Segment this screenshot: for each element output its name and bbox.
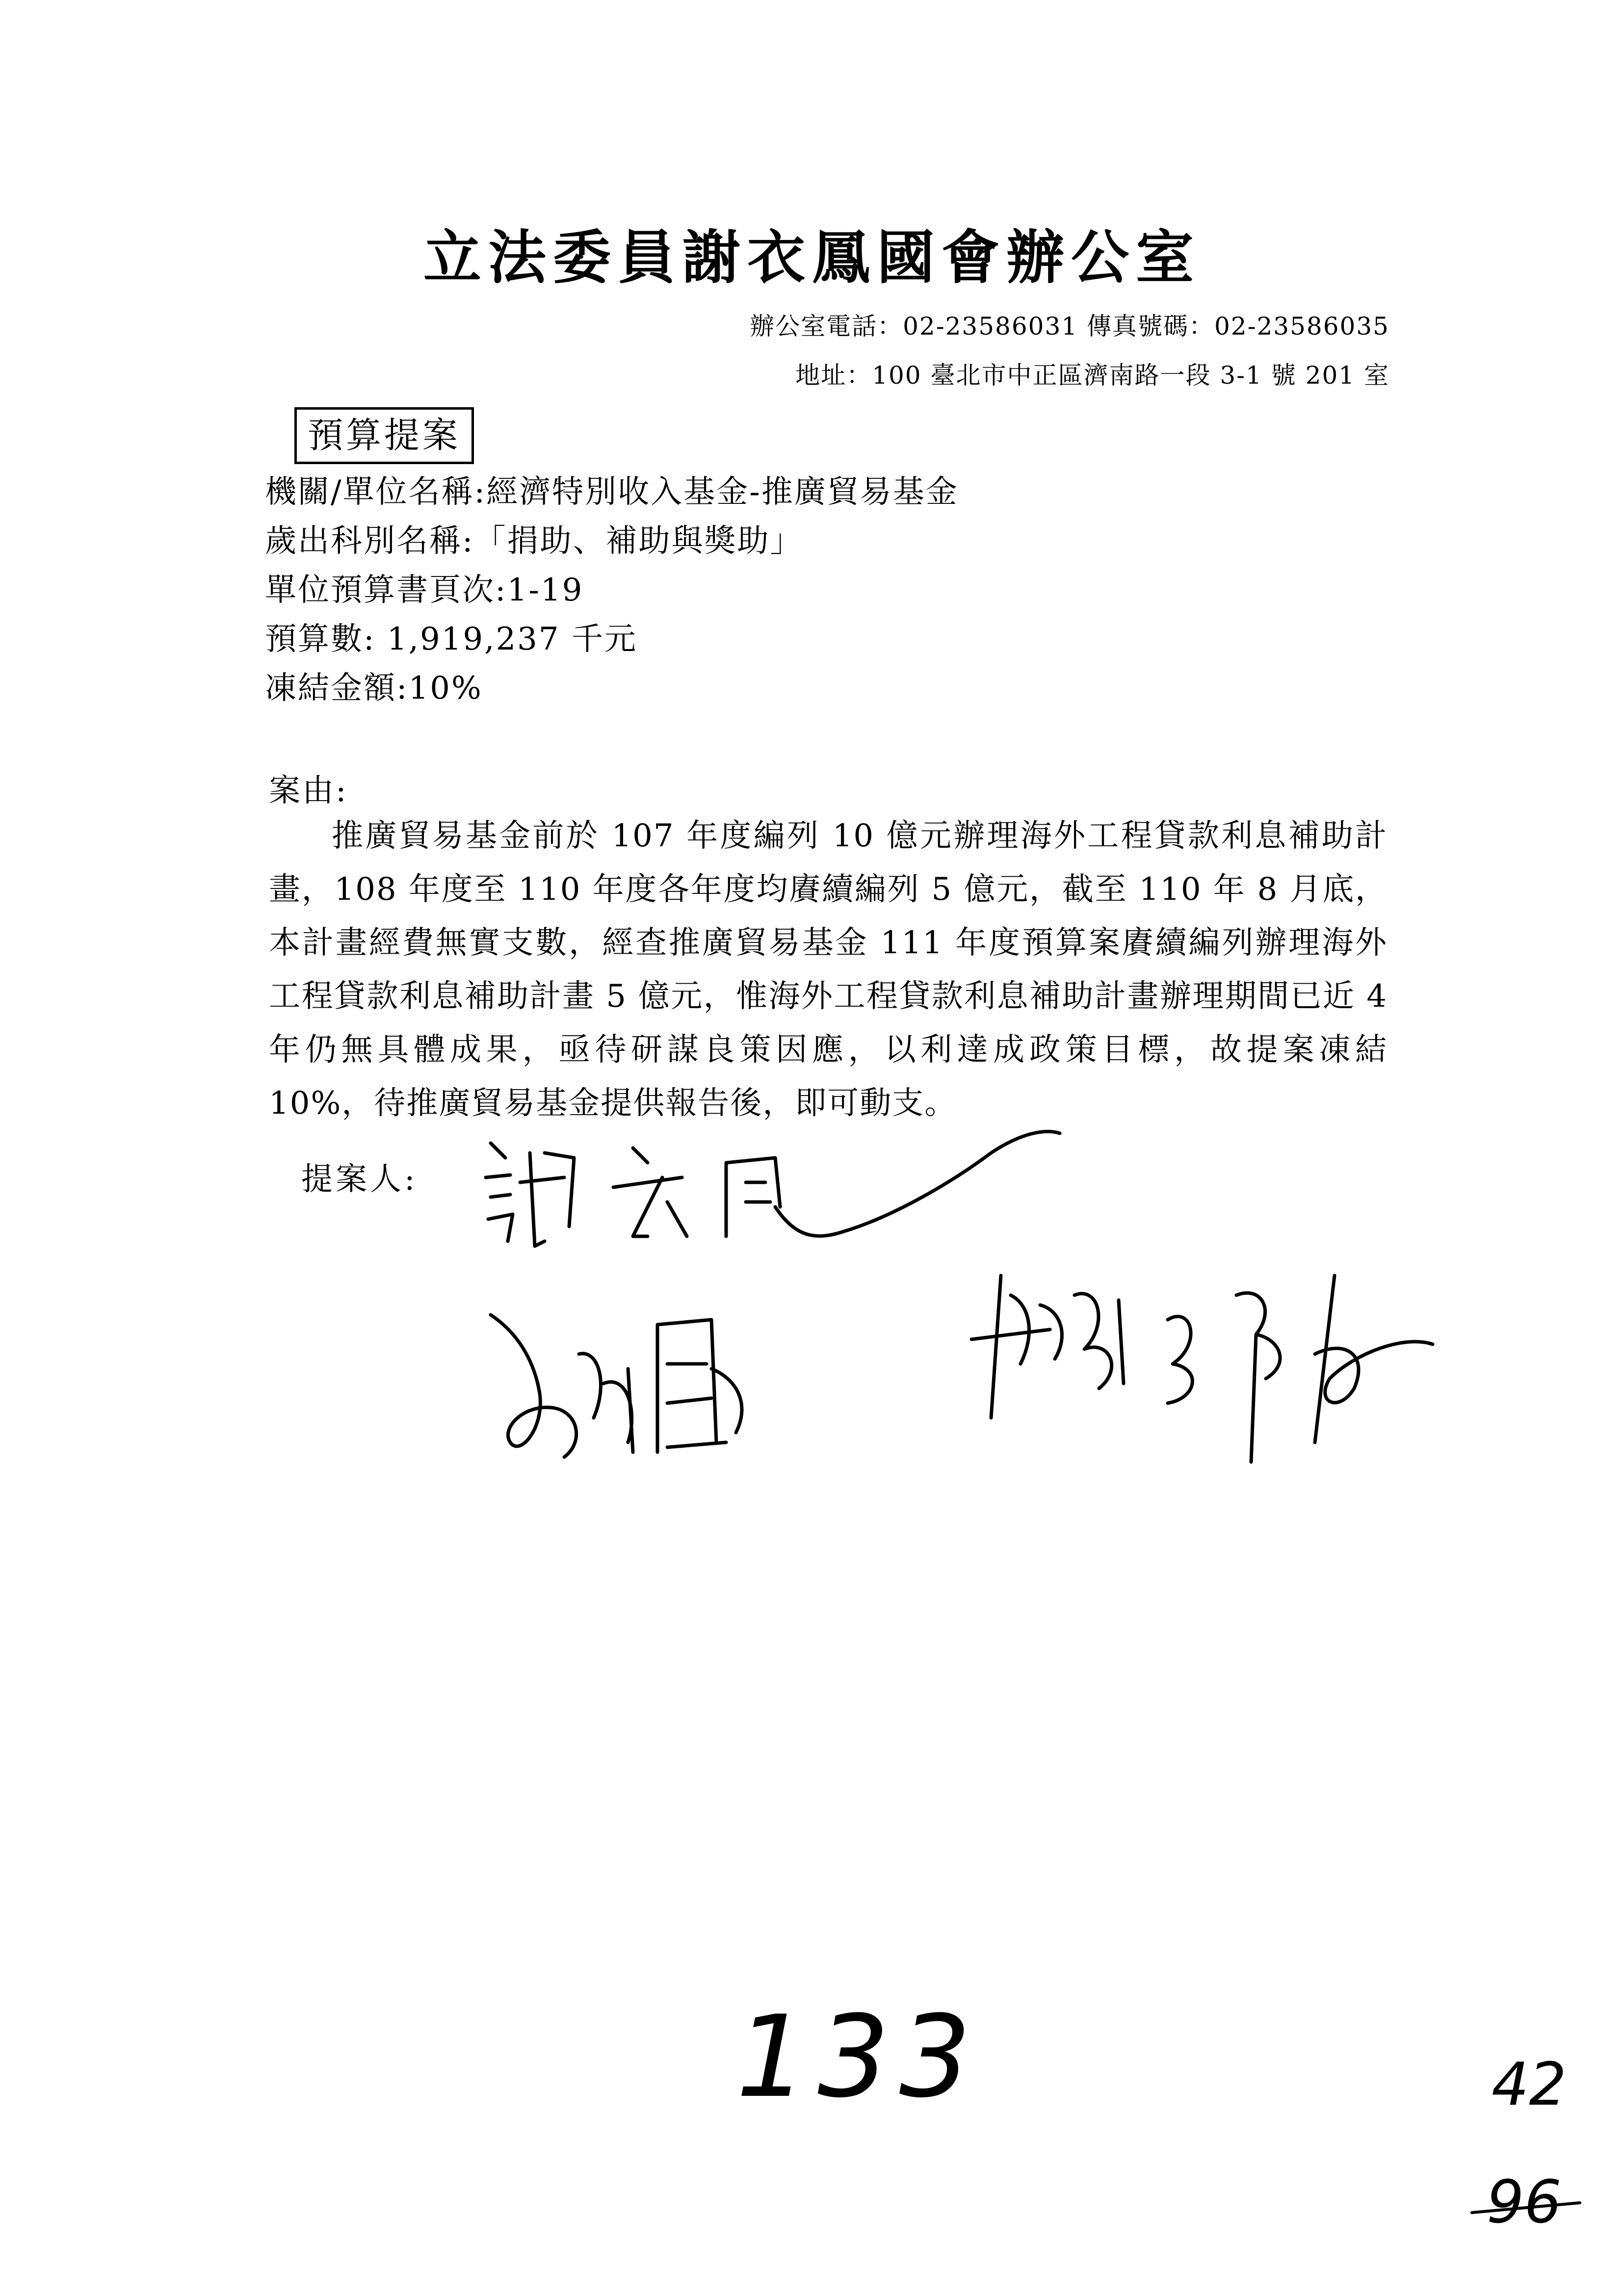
expense-item: 歲出科別名稱:「捐助、補助與獎助」 [265,523,803,559]
office-phone-line: 辦公室電話：02-23586031 傳真號碼：02-23586035 [750,312,1389,340]
office-address-line: 地址：100 臺北市中正區濟南路一段 3-1 號 201 室 [795,361,1389,390]
signature-proposer-1 [471,1123,1109,1271]
freeze-amount: 凍結金額:10% [265,670,483,706]
reason-text: 推廣貿易基金前於 107 年度編列 10 億元辦理海外工程貸款利息補助計畫，108 年度至 110 年度各年度均賡續編列 5 億元，截至 110 年 8 月底，本計畫經費無實支數，經查推廣貿易基金 111 年度預算案賡續編列辦理海外工程貸款利息補助計畫 5 億元，惟海外工程貸款利息補助計畫辦理期間已近 4 年仍無具體成果，亟待研謀良策因應，以利達成政策目標，故提案凍結 10%，待推廣貿易基金提供報告後，即可動支。 [269,818,1388,1122]
handwritten-number-bottom: 96 [1487,2168,1562,2237]
proposer-label: 提案人: [301,1161,418,1198]
budget-amount: 預算數: 1,919,237 千元 [265,621,637,657]
agency-name: 機關/單位名稱:經濟特別收入基金-推廣貿易基金 [265,474,959,510]
reason-label: 案由: [269,773,348,809]
signature-proposer-2 [481,1295,785,1482]
signature-proposer-3 [962,1256,1452,1472]
proposal-tag: 預算提案 [294,407,474,464]
page-number: 133 [736,1992,981,2123]
handwritten-number-top: 42 [1492,2051,1567,2119]
office-title: 立法委員謝衣鳳國會辦公室 [423,223,1201,291]
budget-page-ref: 單位預算書頁次:1-19 [265,572,584,608]
strike-mark [1467,2193,1585,2222]
